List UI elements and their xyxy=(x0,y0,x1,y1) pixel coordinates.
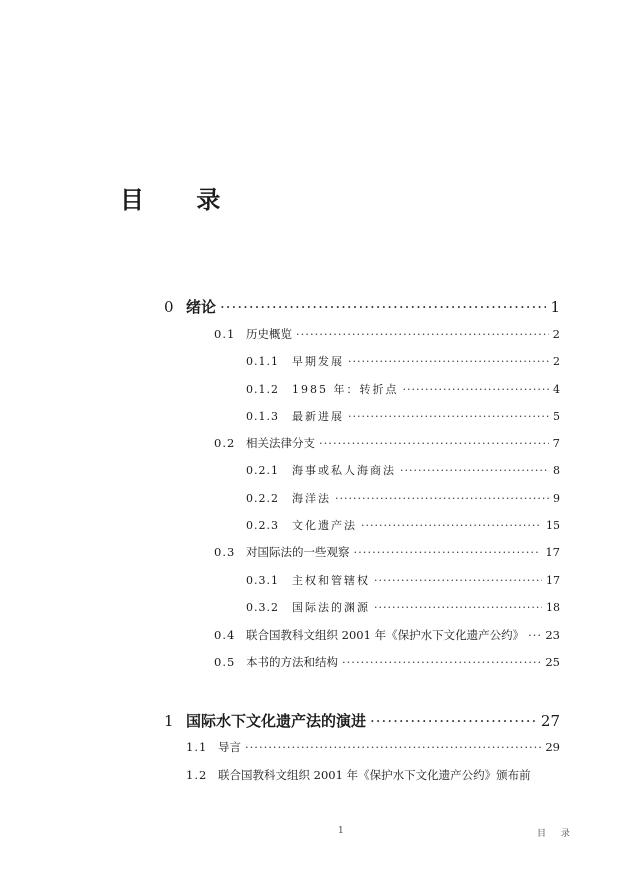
toc-leader-dots xyxy=(528,628,541,642)
toc-page: 17 xyxy=(545,545,560,559)
toc-page: 15 xyxy=(546,519,560,532)
toc-leader-dots xyxy=(374,574,542,587)
toc-page: 7 xyxy=(552,436,560,450)
toc-label: 导言 xyxy=(218,740,241,754)
toc-number: 0.2 xyxy=(214,436,236,450)
toc-page: 27 xyxy=(540,712,560,730)
toc-number: 1.1 xyxy=(186,740,208,754)
toc-page: 2 xyxy=(552,327,560,341)
toc-label: 海洋法 xyxy=(292,492,331,505)
toc-entry-subsection[interactable] xyxy=(246,353,560,369)
toc-leader-dots xyxy=(220,298,546,316)
toc-number: 0.1.3 xyxy=(246,410,279,423)
toc-label: 最新进展 xyxy=(292,410,344,423)
toc-label: 联合国教科文组织 2001 年《保护水下文化遗产公约》 xyxy=(246,628,525,642)
toc-number: 1 xyxy=(164,712,174,730)
toc-number: 0.2.1 xyxy=(246,464,279,477)
footer-section-title: 目 录 xyxy=(537,829,576,839)
toc-leader-dots xyxy=(400,464,549,477)
toc-number: 0.2.3 xyxy=(246,519,279,532)
toc-label: 历史概览 xyxy=(246,327,292,341)
toc-leader-dots xyxy=(403,383,550,396)
toc-page: 29 xyxy=(545,740,560,754)
page-title: 目 录 xyxy=(120,185,243,214)
toc-page: 4 xyxy=(553,383,560,396)
toc-page: 23 xyxy=(545,628,560,642)
toc-number: 0 xyxy=(164,298,174,316)
toc-number: 0.3.2 xyxy=(246,601,279,614)
toc-leader-dots xyxy=(354,545,542,559)
toc-entry-subsection[interactable] xyxy=(246,381,560,397)
toc-entry-section[interactable] xyxy=(214,544,560,560)
toc-page: 25 xyxy=(545,655,560,669)
toc-number: 0.5 xyxy=(214,655,236,669)
toc-page: 8 xyxy=(553,464,560,477)
footer-page-number: 1 xyxy=(338,826,344,836)
toc-entry-section[interactable] xyxy=(214,654,560,670)
toc-number: 0.2.2 xyxy=(246,492,279,505)
toc-label: 主权和管辖权 xyxy=(292,574,370,587)
toc-leader-dots xyxy=(335,492,549,505)
toc-number: 0.3 xyxy=(214,545,236,559)
toc-page: 18 xyxy=(546,601,560,614)
toc-entry-subsection[interactable] xyxy=(246,599,560,615)
toc-label: 联合国教科文组织 2001 年《保护水下文化遗产公约》颁布前 xyxy=(218,768,531,782)
toc-entry-subsection[interactable] xyxy=(246,408,560,424)
toc-entry-section[interactable] xyxy=(214,326,560,342)
toc-leader-dots xyxy=(361,519,542,532)
toc-number: 0.3.1 xyxy=(246,574,279,587)
toc-entry-chapter-1[interactable] xyxy=(164,710,560,731)
toc-entry-section-continued[interactable] xyxy=(186,767,531,783)
toc-entry-subsection[interactable] xyxy=(246,572,560,588)
toc-page: 5 xyxy=(553,410,560,423)
toc-label: 1985 年：转折点 xyxy=(292,383,399,396)
toc-leader-dots xyxy=(348,410,549,423)
toc-number: 1.2 xyxy=(186,768,208,782)
toc-label: 早期发展 xyxy=(292,355,344,368)
toc-leader-dots xyxy=(296,327,549,341)
toc-label: 国际法的渊源 xyxy=(292,601,370,614)
toc-number: 0.4 xyxy=(214,628,236,642)
toc-label: 文化遗产法 xyxy=(292,519,357,532)
toc-leader-dots xyxy=(342,655,541,669)
toc-entry-section[interactable] xyxy=(214,627,560,643)
toc-page: 9 xyxy=(553,492,560,505)
toc-number: 0.1.2 xyxy=(246,383,279,396)
toc-entry-section[interactable] xyxy=(214,435,560,451)
toc-label: 相关法律分支 xyxy=(246,436,315,450)
toc-page: 17 xyxy=(546,574,560,587)
toc-entry-subsection[interactable] xyxy=(246,462,560,478)
toc-number: 0.1.1 xyxy=(246,355,279,368)
toc-entry-subsection[interactable] xyxy=(246,517,560,533)
toc-leader-dots xyxy=(348,355,549,368)
toc-leader-dots xyxy=(374,601,542,614)
toc-number: 0.1 xyxy=(214,327,236,341)
toc-entry-section[interactable] xyxy=(186,739,560,755)
toc-page: 2 xyxy=(553,355,560,368)
toc-leader-dots xyxy=(319,436,549,450)
toc-label: 国际水下文化遗产法的演进 xyxy=(186,712,367,730)
toc-page: 1 xyxy=(550,298,560,316)
toc-entry-subsection[interactable] xyxy=(246,490,560,506)
toc-leader-dots xyxy=(245,740,541,754)
toc-label: 绪论 xyxy=(186,298,217,316)
toc-label: 对国际法的一些观察 xyxy=(246,545,350,559)
toc-label: 本书的方法和结构 xyxy=(246,655,338,669)
toc-label: 海事或私人海商法 xyxy=(292,464,396,477)
toc-leader-dots xyxy=(370,712,537,730)
toc-entry-chapter-0[interactable] xyxy=(164,296,560,317)
